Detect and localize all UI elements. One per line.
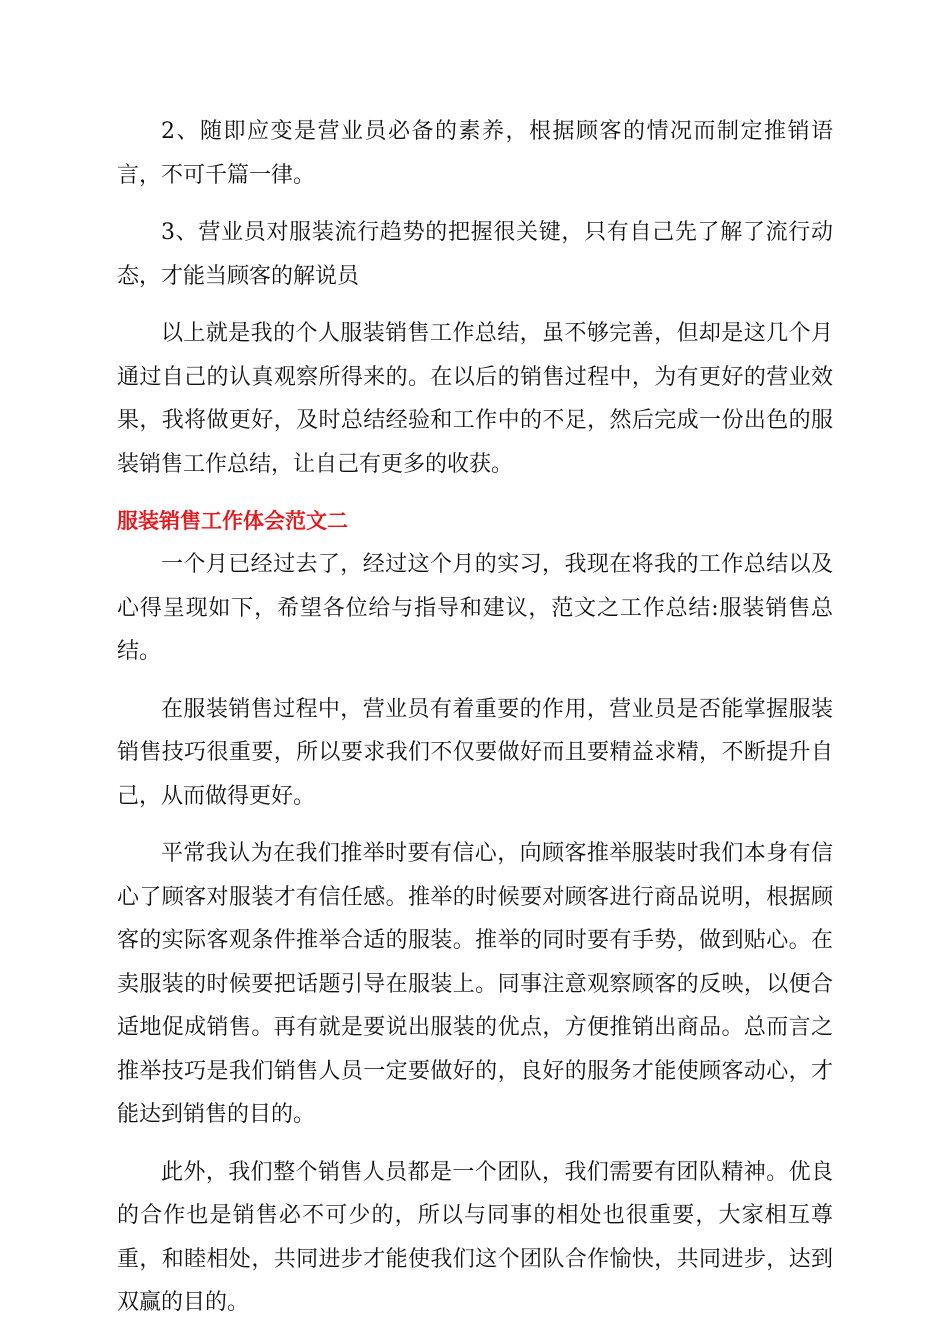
paragraph-recommendation-skills: 平常我认为在我们推举时要有信心，向顾客推举服装时我们本身有信心了顾客对服装才有信任感。推举的时候要对顾客进行商品说明，根据顾客的实际客观条件推举合适的服装。推举的同时要有手势，做到贴心。在卖服装的时候要把话题引导在服装上。同事注意观察顾客的反映，以便合适地促成销售。再有就是要说出服装的优点，方便推销出商品。总而言之推举技巧是我们销售人员一定要做好的，良好的服务才能使顾客动心，才能达到销售的目的。 [117, 841, 833, 1127]
section-heading: 服装销售工作体会范文二 [117, 509, 348, 533]
paragraph-point-2: 2、随即应变是营业员必备的素养，根据顾客的情况而制定推销语言，不可千篇一律。 [117, 119, 833, 188]
paragraph-intro: 一个月已经过去了，经过这个月的实习，我现在将我的工作总结以及心得呈现如下，希望各位给与指导和建议，范文之工作总结:服装销售总结。 [117, 552, 833, 664]
paragraph-summary: 以上就是我的个人服装销售工作总结，虽不够完善，但却是这几个月通过自己的认真观察所得来的。在以后的销售过程中，为有更好的营业效果，我将做更好，及时总结经验和工作中的不足，然后完成一份出色的服装销售工作总结，让自己有更多的收获。 [117, 321, 833, 477]
document-page [117, 110, 833, 1339]
paragraph-salesperson-role: 在服装销售过程中，营业员有着重要的作用，营业员是否能掌握服装销售技巧很重要，所以要求我们不仅要做好而且要精益求精，不断提升自己，从而做得更好。 [117, 696, 833, 809]
paragraph-teamwork: 此外，我们整个销售人员都是一个团队，我们需要有团队精神。优良的合作也是销售必不可少的，所以与同事的相处也很重要，大家相互尊重，和睦相处，共同进步才能使我们这个团队合作愉快，共同进步，达到双赢的目的。 [117, 1159, 833, 1315]
paragraph-point-3: 3、营业员对服装流行趋势的把握很关键，只有自己先了解了流行动态，才能当顾客的解说员 [117, 220, 833, 289]
